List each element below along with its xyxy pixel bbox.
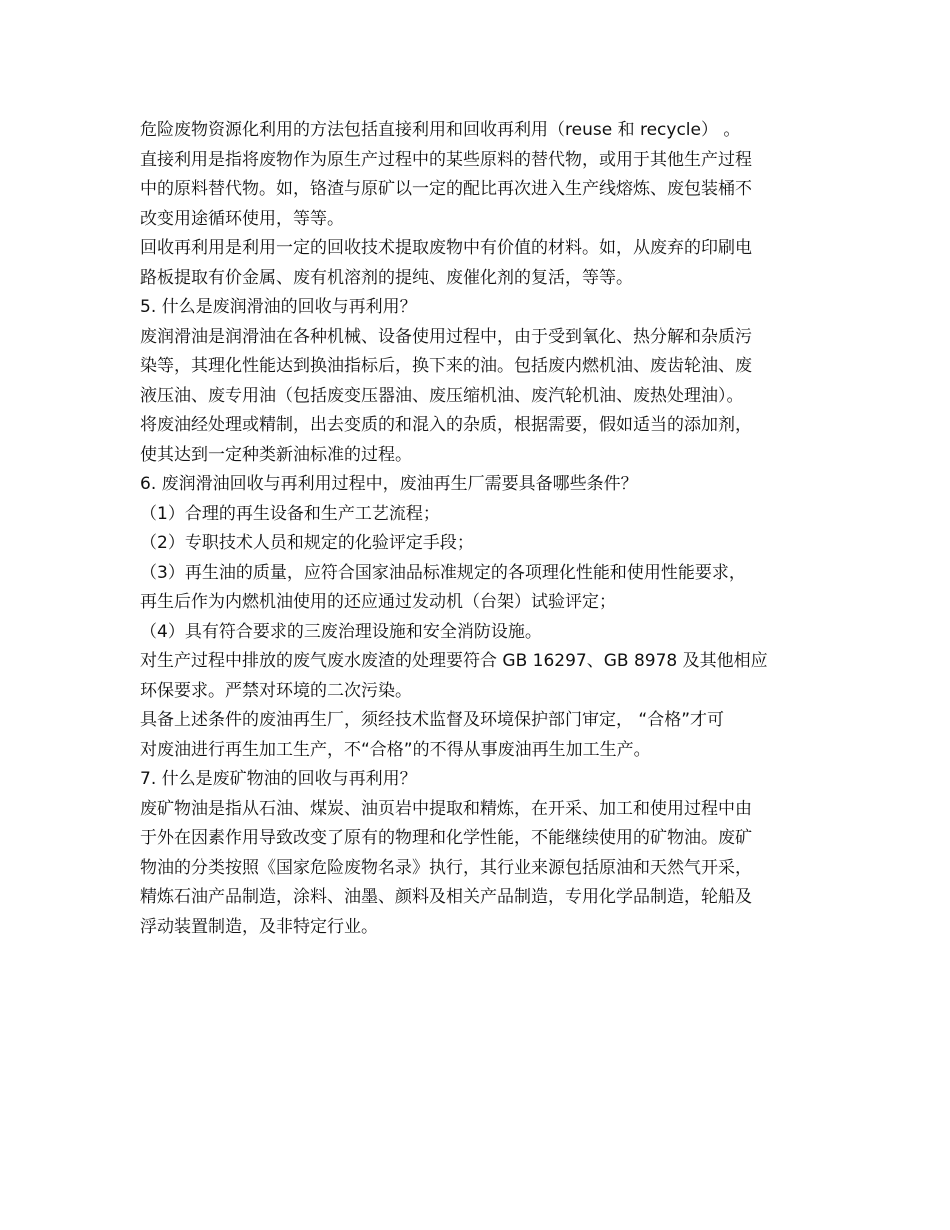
- list-item: （4）具有符合要求的三废治理设施和安全消防设施。: [140, 621, 542, 642]
- list-item: （2）专职技术人员和规定的化验评定手段；: [140, 533, 474, 553]
- text-line: 回收再利用是利用一定的回收技术提取废物中有价值的材料。如，从废弃的印刷电: [140, 238, 752, 258]
- text-line: 染等，其理化性能达到换油指标后，换下来的油。包括废内燃机油、废齿轮油、废: [140, 356, 752, 376]
- section-heading: 7. 什么是废矿物油的回收与再利用？: [140, 769, 417, 789]
- text-line: 具备上述条件的废油再生厂，须经技术监督及环境保护部门审定， “合格”才可: [140, 710, 725, 730]
- list-item: （1）合理的再生设备和生产工艺流程；: [140, 503, 440, 524]
- section-heading: 6. 废润滑油回收与再利用过程中，废油再生厂需要具备哪些条件？: [140, 474, 638, 494]
- text-line: 危险废物资源化利用的方法包括直接利用和回收再利用（reuse 和 recycle） 。: [140, 120, 741, 140]
- text-line: 精炼石油产品制造，涂料、油墨、颜料及相关产品制造，专用化学品制造，轮船及: [140, 887, 752, 907]
- document-body: [140, 116, 815, 942]
- text-line: 将废油经处理或精制，出去变质的和混入的杂质，根据需要，假如适当的添加剂，: [140, 415, 752, 435]
- text-line: 路板提取有价金属、废有机溶剂的提纯、废催化剂的复活，等等。: [140, 267, 633, 288]
- text-line: 物油的分类按照《国家危险废物名录》执行，其行业来源包括原油和天然气开采，: [140, 857, 752, 878]
- text-line: 于外在因素作用导致改变了原有的物理和化学性能，不能继续使用的矿物油。废矿: [140, 828, 752, 848]
- text-line: 环保要求。严禁对环境的二次污染。: [140, 680, 412, 701]
- text-line: 中的原料替代物。如，铬渣与原矿以一定的配比再次进入生产线熔炼、废包装桶不: [140, 179, 752, 199]
- text-line: 直接利用是指将废物作为原生产过程中的某些原料的替代物，或用于其他生产过程: [140, 149, 752, 170]
- text-line: 废润滑油是润滑油在各种机械、设备使用过程中，由于受到氧化、热分解和杂质污: [140, 326, 752, 347]
- text-line: 对废油进行再生加工生产，不“合格”的不得从事废油再生加工生产。: [140, 739, 651, 760]
- text-line: 使其达到一定种类新油标准的过程。: [140, 444, 412, 465]
- text-line: 对生产过程中排放的废气废水废渣的处理要符合 GB 16297、GB 8978 及其他相应: [140, 651, 768, 671]
- text-line: 改变用途循环使用，等等。: [140, 208, 344, 229]
- text-line: 液压油、废专用油（包括废变压器油、废压缩机油、废汽轮机油、废热处理油）。: [140, 385, 744, 406]
- list-item: （3）再生油的质量，应符合国家油品标准规定的各项理化性能和使用性能要求，: [140, 562, 746, 583]
- section-heading: 5. 什么是废润滑油的回收与再利用？: [140, 297, 417, 317]
- text-line: 浮动装置制造，及非特定行业。: [140, 916, 378, 937]
- text-line: 废矿物油是指从石油、煤炭、油页岩中提取和精炼，在开采、加工和使用过程中由: [140, 798, 752, 819]
- text-line: 再生后作为内燃机油使用的还应通过发动机（台架）试验评定；: [140, 592, 616, 612]
